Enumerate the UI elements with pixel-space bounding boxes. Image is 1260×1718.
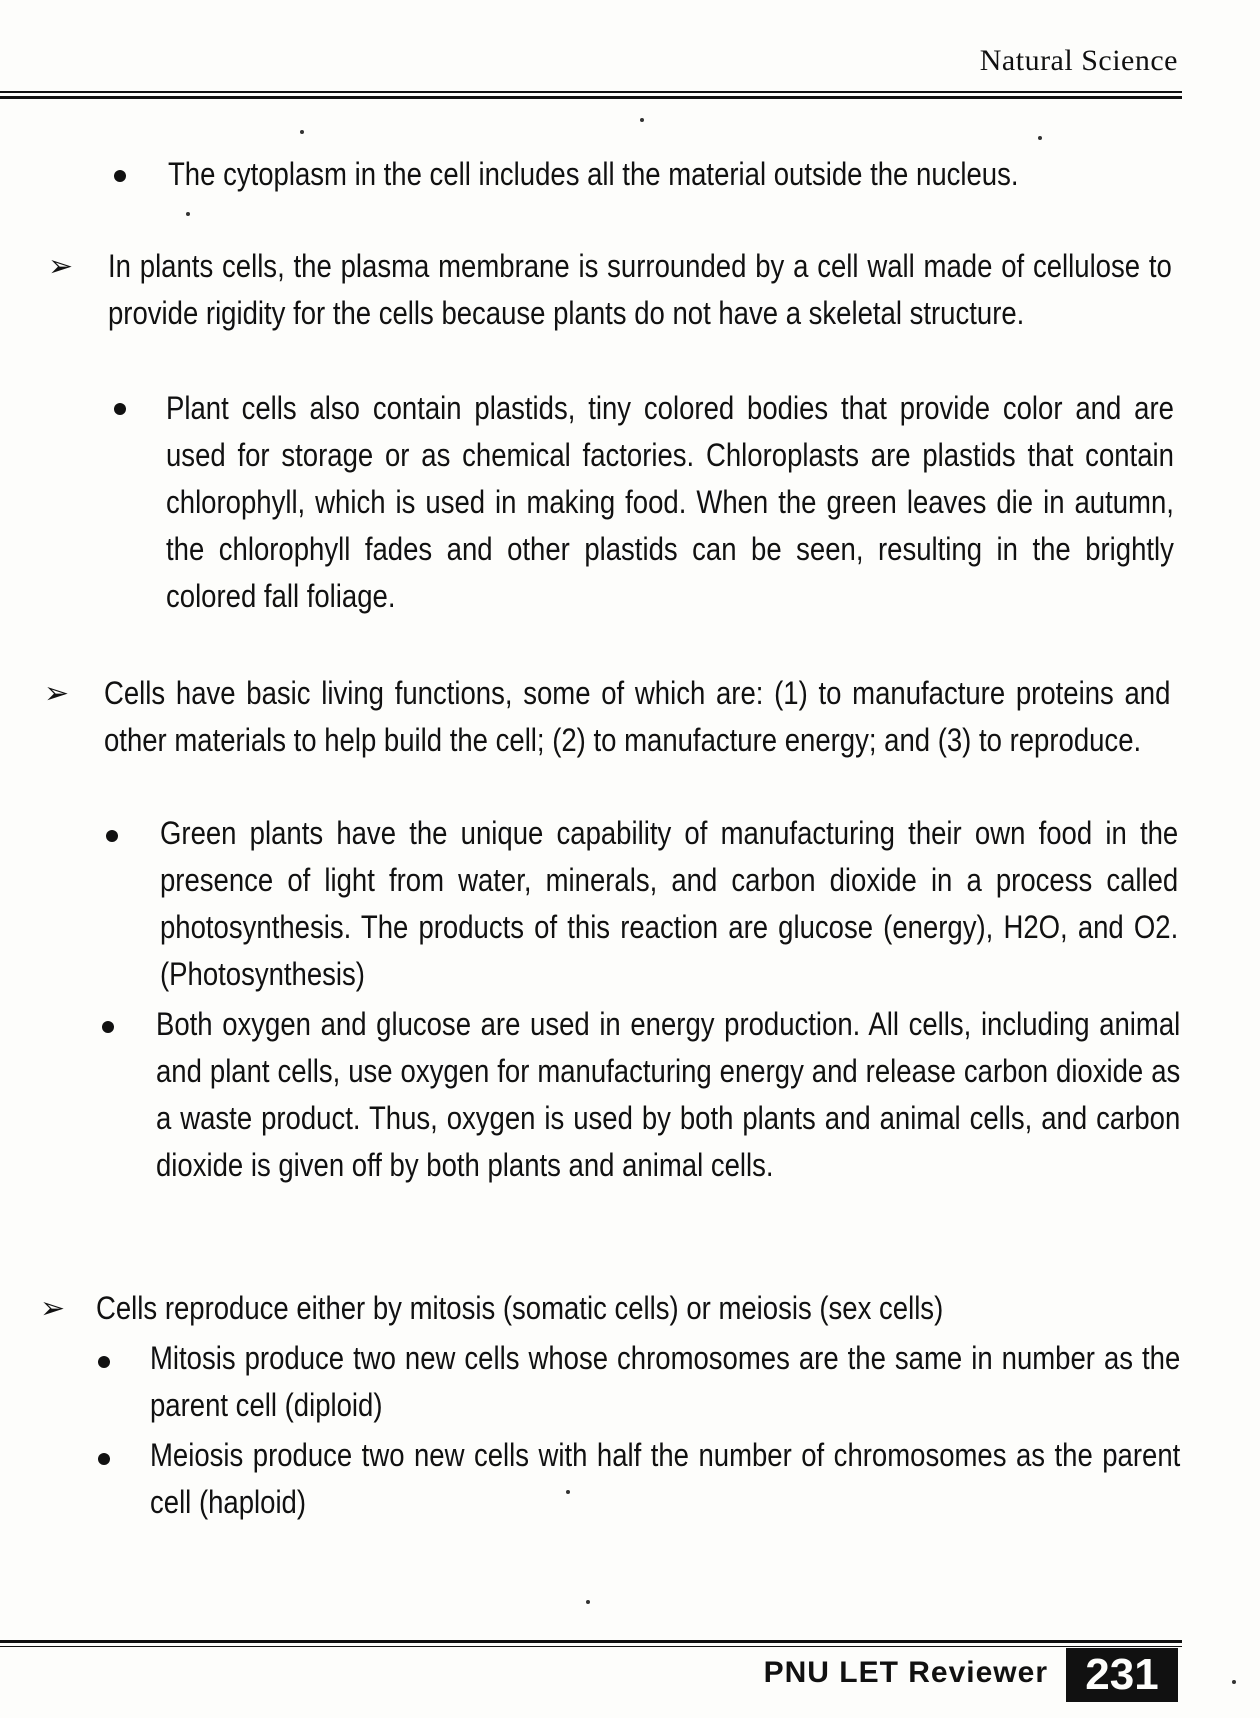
scan-speck [300, 130, 304, 134]
scan-speck [586, 1600, 590, 1604]
bullet-paragraph: Green plants have the unique capability of manufacturing their own food in the presence of light from water, minerals, and carbon dioxide in a process called photosynthesis. The products of this reaction are glucose (energy), H2O, and O2. (Photosynthesis) [160, 815, 1179, 992]
bullet-marker [102, 1021, 114, 1033]
bullet-paragraph: Plant cells also contain plastids, tiny colored bodies that provide color and are used for storage or as chemical factories. Chloroplasts are plastids that contain chlorophyll, which is used in making food. When the green leaves die in autumn, the chlorophyll fades and other plastids can be seen, resulting in the brightly colored fall foliage. [166, 390, 1174, 614]
footer-rule-thin [0, 1646, 1182, 1647]
scan-speck [566, 1490, 570, 1494]
page-number: 231 [1066, 1648, 1178, 1702]
scan-speck [640, 118, 644, 122]
bullet-marker [114, 170, 126, 182]
bullet-marker [106, 830, 118, 842]
running-head: Natural Science [979, 44, 1178, 77]
arrow-paragraph: Cells have basic living functions, some of which are: (1) to manufacture proteins and other materials to help build the cell; (2) to manufacture energy; and (3) to reproduce. [104, 675, 1171, 758]
header-rule [0, 91, 1182, 93]
arrow-marker: ➢ [44, 676, 70, 711]
arrow-paragraph: In plants cells, the plasma membrane is surrounded by a cell wall made of cellulose to provide rigidity for the cells because plants do not have a skeletal structure. [108, 248, 1172, 331]
arrow-paragraph: Cells reproduce either by mitosis (somatic cells) or meiosis (sex cells) [96, 1290, 944, 1326]
footer-rule [0, 1640, 1182, 1643]
bullet-paragraph: Mitosis produce two new cells whose chromosomes are the same in number as the parent cell (diploid) [150, 1340, 1181, 1423]
scan-speck [1232, 1680, 1236, 1684]
header-rule-thick [0, 96, 1182, 99]
bullet-paragraph: The cytoplasm in the cell includes all the material outside the nucleus. [168, 156, 1019, 192]
bullet-marker [98, 1356, 110, 1368]
bullet-paragraph: Meiosis produce two new cells with half the number of chromosomes as the parent cell (haploid) [150, 1437, 1181, 1520]
bullet-marker [98, 1453, 110, 1465]
footer-label: PNU LET Reviewer [763, 1656, 1048, 1689]
scan-speck [186, 212, 190, 216]
arrow-marker: ➢ [48, 249, 74, 284]
arrow-marker: ➢ [40, 1291, 66, 1326]
bullet-paragraph: Both oxygen and glucose are used in energy production. All cells, including animal and plant cells, use oxygen for manufacturing energy and release carbon dioxide as a waste product. Thus, oxygen is used by both plants and animal cells, and carbon dioxide is given off by both plants and animal cells. [156, 1006, 1181, 1183]
bullet-marker [114, 403, 126, 415]
scan-speck [1038, 136, 1042, 140]
